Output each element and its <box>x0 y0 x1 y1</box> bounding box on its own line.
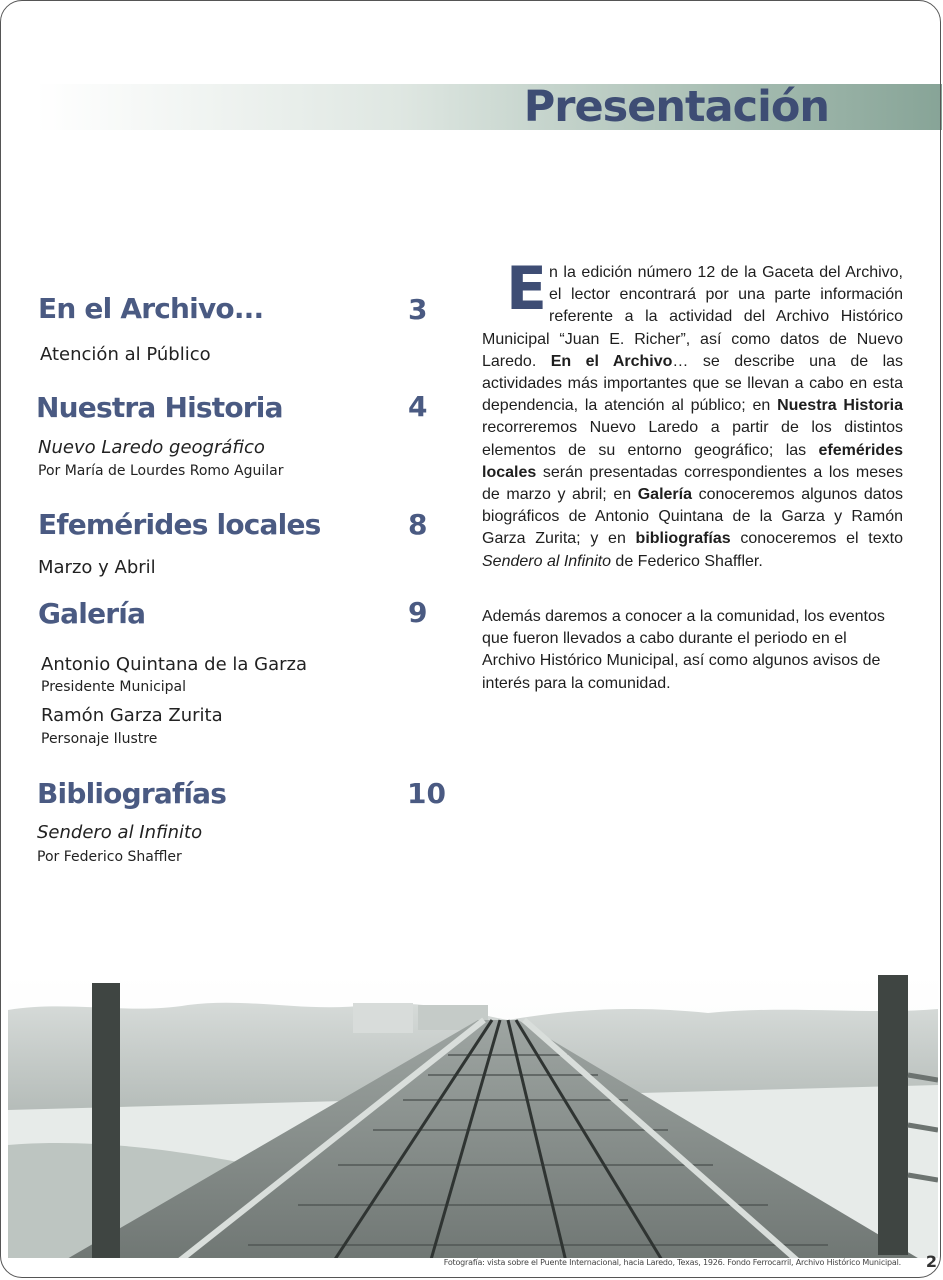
drop-cap: E <box>506 254 547 324</box>
toc-subtitle: Sendero al Infinito <box>37 822 203 843</box>
toc-subtitle: Nuevo Laredo geográfico <box>38 437 265 458</box>
toc-page-number: 10 <box>407 777 446 810</box>
intro-text: conoceremos el texto <box>730 530 903 548</box>
page-number: 2 <box>925 1252 937 1271</box>
toc-entry-role: Personaje Ilustre <box>41 731 158 747</box>
intro-text: conoceremos algunos datos biográficos de Antonio Quintana de la Garza y Ramón Garza Zurita; y en <box>482 486 904 548</box>
intro-text: serán presentadas correspondientes a los meses de marzo y abril; en <box>482 463 903 504</box>
intro-paragraph-2 <box>482 606 903 695</box>
intro-text: … se describe una de las actividades más importantes que se llevan a cabo en esta dependencia, la atención al público; en <box>482 352 904 415</box>
intro-line: Además daremos a conocer a la comunidad, los eventos <box>482 608 885 625</box>
intro-bold: Galería <box>637 486 692 504</box>
toc-page-number: 3 <box>408 293 428 326</box>
photo-caption: Fotografía: vista sobre el Puente Internacional, hacia Laredo, Texas, 1926. Fondo Ferrocarril, Archivo Histórico Municipal. <box>443 1258 901 1267</box>
toc-entry-name: Ramón Garza Zurita <box>41 705 223 726</box>
intro-text: n la edición número 12 de la Gaceta del Archivo, el lector encontrará por una parte información referente a la actividad del Archivo Histórico Municipal “Juan E. Richer”, así como datos de Nuevo Laredo. <box>482 264 903 370</box>
toc-heading-galeria[interactable]: Galería <box>38 597 146 630</box>
intro-bold: En el Archivo <box>550 352 673 370</box>
toc-page-number: 4 <box>408 390 428 423</box>
bridge-photo <box>8 975 938 1270</box>
toc-heading-en-el-archivo[interactable]: En el Archivo... <box>38 292 264 325</box>
intro-bold: bibliografías <box>635 530 731 548</box>
bridge-photo-illustration <box>8 975 938 1270</box>
intro-line: interés para la comunidad. <box>482 674 671 692</box>
toc-subtitle: Marzo y Abril <box>38 557 156 578</box>
toc-page-number: 9 <box>408 596 428 629</box>
toc-heading-efemerides-locales[interactable]: Efemérides locales <box>38 508 321 541</box>
intro-line: que fueron llevados a cabo durante el periodo en el <box>482 630 847 648</box>
intro-bold: efemérides locales <box>482 441 903 481</box>
toc-heading-bibliografias[interactable]: Bibliografías <box>37 777 227 810</box>
toc-entry-name: Antonio Quintana de la Garza <box>41 654 308 675</box>
toc-byline: Por Federico Shaffler <box>37 849 182 865</box>
toc-heading-nuestra-historia[interactable]: Nuestra Historia <box>36 391 283 424</box>
intro-line: Archivo Histórico Municipal, así como algunos avisos de <box>482 652 881 670</box>
toc-entry-role: Presidente Municipal <box>41 679 187 695</box>
intro-text: recorreremos Nuevo Laredo a partir de los distintos elementos de su entorno geográfico; las <box>482 419 903 459</box>
intro-paragraph <box>482 254 904 573</box>
toc-subtitle: Atención al Público <box>40 344 211 365</box>
intro-italic: Sendero al Infinito <box>482 552 611 570</box>
intro-bold: Nuestra Historia <box>777 397 903 415</box>
toc-page-number: 8 <box>408 508 428 541</box>
toc-byline: Por María de Lourdes Romo Aguilar <box>38 463 284 479</box>
page-title: Presentación <box>523 82 829 132</box>
intro-text: de Federico Shaffler. <box>610 552 763 570</box>
